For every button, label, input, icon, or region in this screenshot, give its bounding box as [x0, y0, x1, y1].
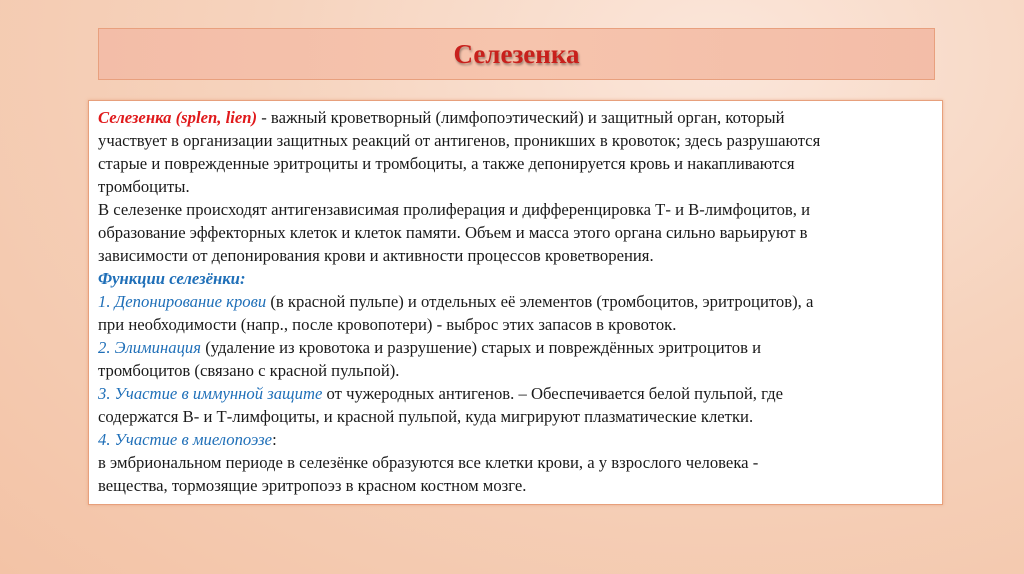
text-line — [98, 407, 753, 427]
highlighted-text: 1. Депонирование крови — [98, 292, 267, 311]
highlighted-text: 4. Участие в миелопоэзе — [98, 430, 273, 449]
text-line — [98, 246, 654, 266]
text-line — [98, 269, 246, 289]
text-segment: в эмбриональном периоде в селезёнке образуются все клетки крови, а у взрослого человека - — [98, 453, 759, 472]
text-segment: - важный кроветворный (лимфопоэтический) и защитный орган, который — [257, 108, 785, 127]
text-segment: В селезенке происходят антигензависимая пролиферация и дифференцировка Т- и В-лимфоцитов, и — [98, 200, 811, 219]
title-bar — [98, 28, 935, 80]
text-segment: тромбоцитов (связано с красной пульпой). — [98, 361, 400, 380]
text-line — [98, 453, 758, 473]
text-line — [98, 361, 399, 381]
text-line — [98, 384, 783, 404]
text-line — [98, 338, 761, 358]
highlighted-text: Селезенка (splen, lien) — [98, 108, 258, 127]
text-line — [98, 131, 820, 151]
text-segment: (удаление из кровотока и разрушение) старых и повреждённых эритроцитов и — [201, 338, 762, 357]
text-segment: вещества, тормозящие эритропоэз в красном костном мозге. — [98, 476, 527, 495]
text-line — [98, 315, 676, 335]
text-segment: (в красной пульпе) и отдельных её элементов (тромбоцитов, эритроцитов), а — [266, 292, 814, 311]
text-segment: от чужеродных антигенов. – Обеспечивается белой пульпой, где — [322, 384, 783, 403]
highlighted-text: 3. Участие в иммунной защите — [98, 384, 323, 403]
text-segment: тромбоциты. — [98, 177, 190, 196]
text-line — [98, 200, 810, 220]
highlighted-text: 2. Элиминация — [98, 338, 202, 357]
slide-title: Селезенка — [453, 38, 580, 69]
highlighted-text: Функции селезёнки: — [98, 269, 246, 288]
text-segment: : — [272, 430, 277, 449]
text-segment: содержатся В- и Т-лимфоциты, и красной пульпой, куда мигрируют плазматические клетки. — [98, 407, 754, 426]
text-segment: участвует в организации защитных реакций от антигенов, проникших в кровоток; здесь разрушаются — [98, 131, 821, 150]
text-segment: образование эффекторных клеток и клеток памяти. Объем и масса этого органа сильно варьируют в — [98, 223, 808, 242]
text-segment: зависимости от депонирования крови и активности процессов кроветворения. — [98, 246, 654, 265]
text-box — [88, 100, 943, 505]
text-line — [98, 476, 526, 496]
text-line — [98, 177, 190, 197]
text-line — [98, 430, 277, 450]
text-line — [98, 154, 795, 174]
text-line — [98, 292, 813, 312]
text-segment: при необходимости (напр., после кровопотери) - выброс этих запасов в кровоток. — [98, 315, 677, 334]
text-segment: старые и поврежденные эритроциты и тромбоциты, а также депонируется кровь и накапливаются — [98, 154, 795, 173]
text-line — [98, 108, 785, 128]
text-line — [98, 223, 808, 243]
